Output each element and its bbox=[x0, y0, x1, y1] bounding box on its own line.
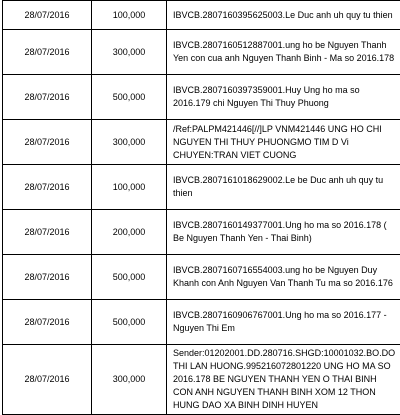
table-row bbox=[3, 345, 400, 415]
description-cell: IBVCB.2807160716554003.ung ho be Nguyen Duy Khanh con Anh Nguyen Van Thanh Tu ma so 2016.176 bbox=[167, 255, 400, 300]
donation-table bbox=[2, 0, 400, 415]
date-cell: 28/07/2016 bbox=[3, 210, 92, 255]
table-row bbox=[3, 300, 400, 345]
description-cell: IBVCB.2807160395625003.Le Duc anh uh quy tu thien bbox=[167, 1, 400, 30]
date-cell: 28/07/2016 bbox=[3, 120, 92, 165]
description-cell: Sender:01202001.DD.280716.SHGD:10001032.BO.DO THI LAN HUONG.995216072801220 UNG HO MA SO 2016.178 BE NGUYEN THANH YEN O THAI BINH CON ANH NGUYEN THANH BINH XOM 12 THON HUNG DAO XA BINH DINH HUYEN bbox=[167, 345, 400, 415]
description-cell: IBVCB.2807160397359001.Huy Ung ho ma so 2016.179 chi Nguyen Thi Thuy Phuong bbox=[167, 75, 400, 120]
table-row bbox=[3, 1, 400, 30]
description-cell: IBVCB.2807160512887001.ung ho be Nguyen Thanh Yen con cua anh Nguyen Thanh Binh - Ma so 2016.178 bbox=[167, 30, 400, 75]
table-row bbox=[3, 165, 400, 210]
amount-cell: 500,000 bbox=[92, 255, 167, 300]
table-row bbox=[3, 255, 400, 300]
amount-cell: 500,000 bbox=[92, 75, 167, 120]
amount-cell: 300,000 bbox=[92, 30, 167, 75]
date-cell: 28/07/2016 bbox=[3, 30, 92, 75]
amount-cell: 300,000 bbox=[92, 345, 167, 415]
amount-cell: 200,000 bbox=[92, 210, 167, 255]
date-cell: 28/07/2016 bbox=[3, 255, 92, 300]
table-row bbox=[3, 120, 400, 165]
description-cell: IBVCB.2807160906767001.Ung ho ma so 2016.177 - Nguyen Thi Em bbox=[167, 300, 400, 345]
amount-cell: 100,000 bbox=[92, 1, 167, 30]
date-cell: 28/07/2016 bbox=[3, 1, 92, 30]
amount-cell: 300,000 bbox=[92, 120, 167, 165]
table-row bbox=[3, 30, 400, 75]
table-row bbox=[3, 210, 400, 255]
date-cell: 28/07/2016 bbox=[3, 345, 92, 415]
date-cell: 28/07/2016 bbox=[3, 300, 92, 345]
date-cell: 28/07/2016 bbox=[3, 75, 92, 120]
description-cell: IBVCB.2807160149377001.Ung ho ma so 2016.178 ( Be Nguyen Thanh Yen - Thai Binh) bbox=[167, 210, 400, 255]
amount-cell: 100,000 bbox=[92, 165, 167, 210]
description-cell: IBVCB.2807161018629002.Le be Duc anh uh quy tu thien bbox=[167, 165, 400, 210]
amount-cell: 500,000 bbox=[92, 300, 167, 345]
description-cell: /Ref:PALPM421446[//]LP VNM421446 UNG HO CHI NGUYEN THI THUY PHUONGMO TIM D Vi CHUYEN:TRAN VIET CUONG bbox=[167, 120, 400, 165]
table-row bbox=[3, 75, 400, 120]
date-cell: 28/07/2016 bbox=[3, 165, 92, 210]
